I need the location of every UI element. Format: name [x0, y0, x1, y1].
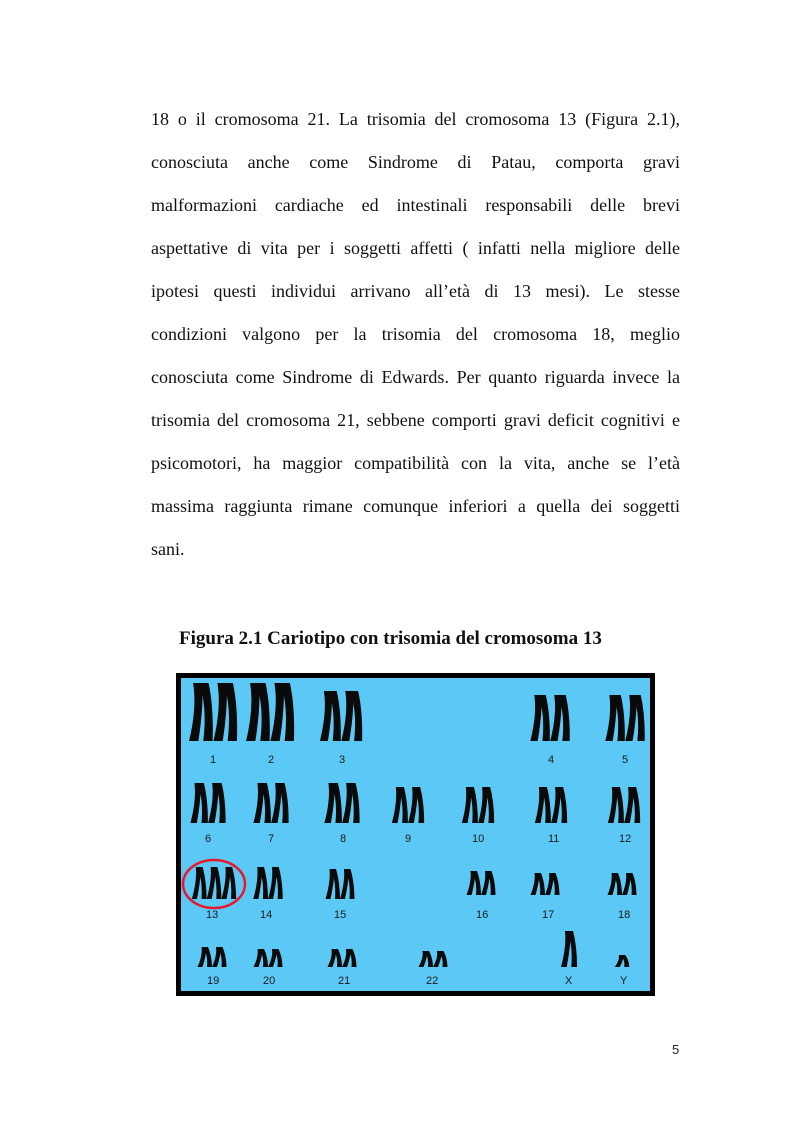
- karyotype-figure: [176, 673, 655, 996]
- chromosome-label-12: 12: [619, 833, 632, 845]
- chromosome-label-18: 18: [618, 909, 631, 921]
- chromosome-label-15: 15: [334, 909, 347, 921]
- paragraph-line: aspettative di vita per i soggetti affetti ( infatti nella migliore delle: [151, 238, 680, 258]
- chromosome-label-14: 14: [260, 909, 273, 921]
- page-number: 5: [672, 1042, 680, 1057]
- chromosome-label-3: 3: [339, 754, 346, 766]
- chromosome-label-y: Y: [620, 975, 628, 987]
- paragraph-line: psicomotori, ha maggior compatibilità con la vita, anche se l’età: [151, 453, 680, 473]
- karyotype-image: [176, 673, 655, 996]
- figure-caption: Figura 2.1 Cariotipo con trisomia del cromosoma 13: [179, 628, 602, 649]
- chromosome-label-1: 1: [210, 754, 217, 766]
- chromosome-label-13: 13: [206, 909, 219, 921]
- chromosome-label-22: 22: [426, 975, 439, 987]
- paragraph-line: trisomia del cromosoma 21, sebbene comporti gravi deficit cognitivi e: [151, 410, 680, 430]
- chromosome-label-7: 7: [268, 833, 275, 845]
- paragraph-line: conosciuta come Sindrome di Edwards. Per quanto riguarda invece la: [151, 367, 680, 387]
- paragraph-line: 18 o il cromosoma 21. La trisomia del cromosoma 13 (Figura 2.1),: [151, 109, 680, 129]
- chromosome-label-11: 11: [548, 833, 560, 845]
- paragraph-line: ipotesi questi individui arrivano all’età di 13 mesi). Le stesse: [151, 281, 680, 301]
- paragraph-line: massima raggiunta rimane comunque inferiori a quella dei soggetti: [151, 496, 680, 516]
- chromosome-label-20: 20: [263, 975, 276, 987]
- chromosome-label-16: 16: [476, 909, 489, 921]
- chromosome-label-5: 5: [622, 754, 629, 766]
- chromosome-label-19: 19: [207, 975, 220, 987]
- paragraph-line: condizioni valgono per la trisomia del cromosoma 18, meglio: [151, 324, 680, 344]
- chromosome-label-21: 21: [338, 975, 351, 987]
- chromosome-label-10: 10: [472, 833, 485, 845]
- chromosome-label-17: 17: [542, 909, 555, 921]
- paragraph-line: malformazioni cardiache ed intestinali responsabili delle brevi: [151, 195, 680, 215]
- paragraph-line: sani.: [151, 539, 185, 559]
- chromosome-label-8: 8: [340, 833, 347, 845]
- chromosome-label-9: 9: [405, 833, 412, 845]
- paragraph-line: conosciuta anche come Sindrome di Patau, comporta gravi: [151, 152, 680, 172]
- chromosome-label-4: 4: [548, 754, 555, 766]
- chromosome-label-6: 6: [205, 833, 212, 845]
- chromosome-label-x: X: [565, 975, 573, 987]
- body-paragraph: [151, 109, 680, 582]
- chromosome-label-2: 2: [268, 754, 275, 766]
